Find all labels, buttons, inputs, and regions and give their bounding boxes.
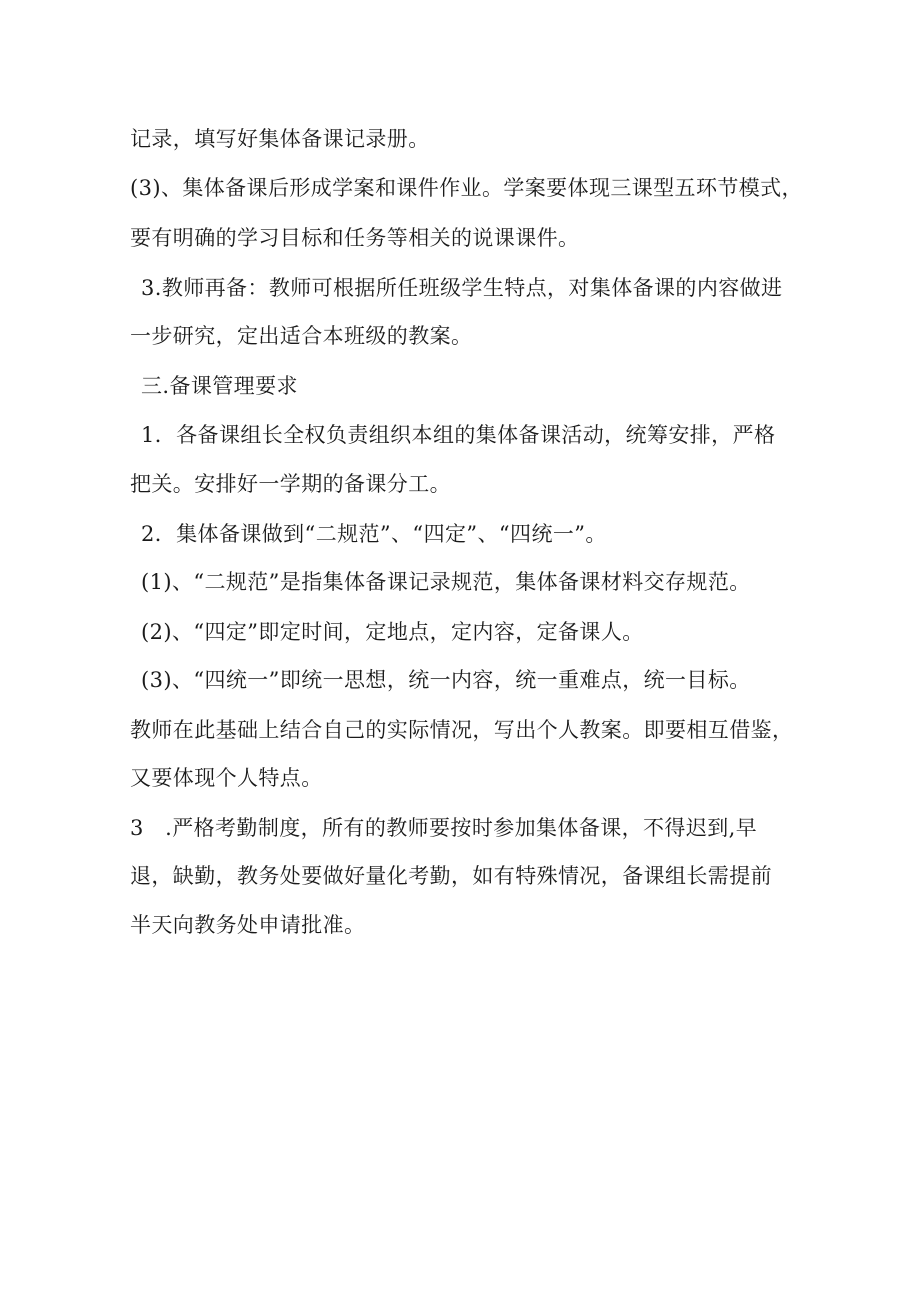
text-line-4: 3.教师再备：教师可根据所任班级学生特点，对集体备课的内容做进 <box>141 276 783 300</box>
text-line-12: (3)、“四统一”即统一思想，统一内容，统一重难点，统一目标。 <box>141 668 751 692</box>
text-line-1: 记录，填写好集体备课记录册。 <box>130 127 430 151</box>
text-line-3: 要有明确的学习目标和任务等相关的说课课件。 <box>130 226 580 250</box>
text-line-7: 1．各备课组长全权负责组织本组的集体备课活动，统筹安排，严格 <box>141 423 776 447</box>
text-line-16: 退，缺勤，教务处要做好量化考勤，如有特殊情况，备课组长需提前 <box>130 864 772 888</box>
text-line-17: 半天向教务处申请批准。 <box>130 913 366 937</box>
text-line-10: (1)、“二规范”是指集体备课记录规范，集体备课材料交存规范。 <box>141 570 751 594</box>
text-line-14: 又要体现个人特点。 <box>130 766 323 790</box>
text-line-15: 3 .严格考勤制度，所有的教师要按时参加集体备课，不得迟到,早 <box>130 816 758 840</box>
text-line-13: 教师在此基础上结合自己的实际情况，写出个人教案。即要相互借鉴， <box>130 718 794 742</box>
text-line-5: 一步研究，定出适合本班级的教案。 <box>130 324 473 348</box>
section-heading: 三.备课管理要求 <box>141 374 298 398</box>
text-line-8: 把关。安排好一学期的备课分工。 <box>130 472 451 496</box>
text-line-9: 2．集体备课做到“二规范”、“四定”、“四统一”。 <box>141 522 607 546</box>
text-line-2: (3)、集体备课后形成学案和课件作业。学案要体现三课型五环节模式， <box>130 176 803 200</box>
text-line-11: (2)、“四定”即定时间，定地点，定内容，定备课人。 <box>141 620 644 644</box>
